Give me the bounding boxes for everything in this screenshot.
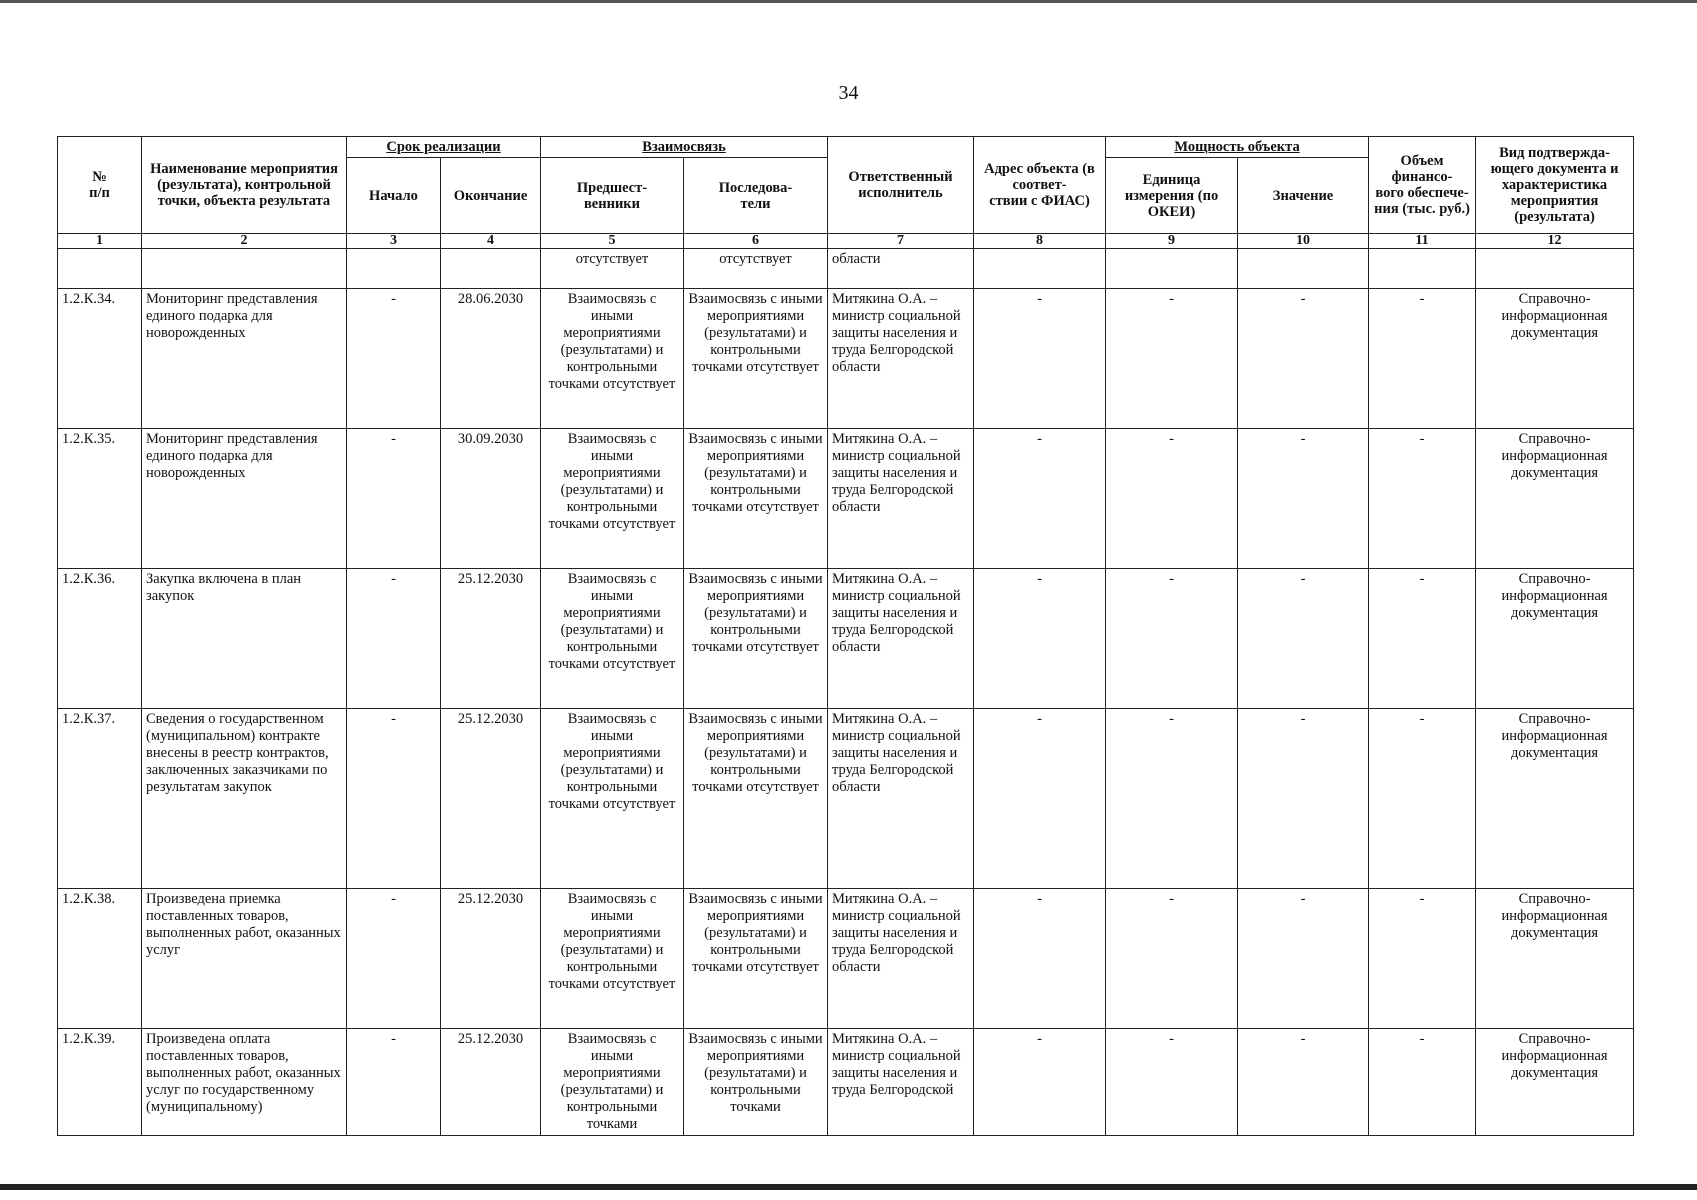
page-number: 34	[838, 82, 859, 104]
row-num: 1.2.К.38.	[58, 889, 142, 1029]
header-link-group: Взаимосвязь	[541, 137, 828, 158]
row-name: Мониторинг представления единого подарка для новорожденных	[142, 429, 347, 569]
header-address: Адрес объекта (в соответ- ствии с ФИАС)	[974, 137, 1106, 234]
header-predecessors: Предшест- венники	[541, 158, 684, 234]
column-number: 5	[541, 234, 684, 249]
row-unit: -	[1106, 1029, 1238, 1136]
row-start: -	[347, 889, 441, 1029]
row-document: Справочно-информационная документация	[1476, 1029, 1634, 1136]
row-predecessors: Взаимосвязь с иными мероприятиями (результатами) и контрольными точками	[541, 1029, 684, 1136]
row-successors: Взаимосвязь с иными мероприятиями (результатами) и контрольными точками отсутствует	[684, 429, 828, 569]
row-financing: -	[1369, 1029, 1476, 1136]
row-address: -	[974, 709, 1106, 889]
column-number: 4	[441, 234, 541, 249]
column-number: 11	[1369, 234, 1476, 249]
row-unit: -	[1106, 889, 1238, 1029]
row-predecessors: Взаимосвязь с иными мероприятиями (результатами) и контрольными точками отсутствует	[541, 889, 684, 1029]
scan-top-edge	[0, 0, 1697, 3]
column-number: 1	[58, 234, 142, 249]
column-number: 7	[828, 234, 974, 249]
row-financing: -	[1369, 709, 1476, 889]
row-value: -	[1238, 569, 1369, 709]
row-num: 1.2.К.34.	[58, 289, 142, 429]
table-row	[58, 1029, 1634, 1136]
header-successors: Последова- тели	[684, 158, 828, 234]
row-responsible: Митякина О.А. – министр социальной защиты населения и труда Белгородской области	[828, 709, 974, 889]
row-predecessors: Взаимосвязь с иными мероприятиями (результатами) и контрольными точками отсутствует	[541, 289, 684, 429]
row-end: 25.12.2030	[441, 569, 541, 709]
row-address: -	[974, 569, 1106, 709]
row-successors: Взаимосвязь с иными мероприятиями (результатами) и контрольными точками отсутствует	[684, 889, 828, 1029]
row-responsible: Митякина О.А. – министр социальной защиты населения и труда Белгородской области	[828, 569, 974, 709]
row-predecessors: Взаимосвязь с иными мероприятиями (результатами) и контрольными точками отсутствует	[541, 709, 684, 889]
row-successors: Взаимосвязь с иными мероприятиями (результатами) и контрольными точками отсутствует	[684, 569, 828, 709]
row-responsible: Митякина О.А. – министр социальной защиты населения и труда Белгородской области	[828, 889, 974, 1029]
table-row	[58, 569, 1634, 709]
row-financing: -	[1369, 429, 1476, 569]
row-address: -	[974, 289, 1106, 429]
row-document: Справочно-информационная документация	[1476, 289, 1634, 429]
row-value: -	[1238, 889, 1369, 1029]
row-responsible: Митякина О.А. – министр социальной защиты населения и труда Белгородской	[828, 1029, 974, 1136]
header-end: Окончание	[441, 158, 541, 234]
row-successors: Взаимосвязь с иными мероприятиями (результатами) и контрольными точками	[684, 1029, 828, 1136]
table-row	[58, 889, 1634, 1029]
row-start: -	[347, 429, 441, 569]
cont-predecessors: отсутствует	[541, 249, 684, 289]
row-document: Справочно-информационная документация	[1476, 429, 1634, 569]
table-row	[58, 709, 1634, 889]
row-unit: -	[1106, 569, 1238, 709]
row-name: Мониторинг представления единого подарка для новорожденных	[142, 289, 347, 429]
row-predecessors: Взаимосвязь с иными мероприятиями (результатами) и контрольными точками отсутствует	[541, 429, 684, 569]
row-predecessors: Взаимосвязь с иными мероприятиями (результатами) и контрольными точками отсутствует	[541, 569, 684, 709]
row-start: -	[347, 569, 441, 709]
header-name: Наименование мероприятия (результата), контрольной точки, объекта результата	[142, 137, 347, 234]
row-num: 1.2.К.36.	[58, 569, 142, 709]
row-end: 28.06.2030	[441, 289, 541, 429]
row-end: 25.12.2030	[441, 709, 541, 889]
row-document: Справочно-информационная документация	[1476, 569, 1634, 709]
header-financing: Объем финансо- вого обеспече- ния (тыс. руб.)	[1369, 137, 1476, 234]
row-num: 1.2.К.37.	[58, 709, 142, 889]
header-num: № п/п	[58, 137, 142, 234]
column-number-row	[58, 234, 1634, 249]
cont-responsible: области	[828, 249, 974, 289]
row-start: -	[347, 709, 441, 889]
column-number: 6	[684, 234, 828, 249]
row-value: -	[1238, 709, 1369, 889]
row-financing: -	[1369, 289, 1476, 429]
header-power-group: Мощность объекта	[1106, 137, 1369, 158]
row-address: -	[974, 1029, 1106, 1136]
row-start: -	[347, 289, 441, 429]
row-financing: -	[1369, 569, 1476, 709]
row-end: 25.12.2030	[441, 1029, 541, 1136]
row-end: 25.12.2030	[441, 889, 541, 1029]
header-responsible: Ответственный исполнитель	[828, 137, 974, 234]
row-responsible: Митякина О.А. – министр социальной защиты населения и труда Белгородской области	[828, 289, 974, 429]
row-unit: -	[1106, 289, 1238, 429]
continuation-row	[58, 249, 1634, 289]
row-successors: Взаимосвязь с иными мероприятиями (результатами) и контрольными точками отсутствует	[684, 289, 828, 429]
row-unit: -	[1106, 429, 1238, 569]
column-number: 9	[1106, 234, 1238, 249]
column-number: 3	[347, 234, 441, 249]
row-name: Произведена приемка поставленных товаров, выполненных работ, оказанных услуг	[142, 889, 347, 1029]
row-num: 1.2.К.39.	[58, 1029, 142, 1136]
row-start: -	[347, 1029, 441, 1136]
column-number: 8	[974, 234, 1106, 249]
row-value: -	[1238, 1029, 1369, 1136]
header-unit: Единица измерения (по ОКЕИ)	[1106, 158, 1238, 234]
row-num: 1.2.К.35.	[58, 429, 142, 569]
row-value: -	[1238, 429, 1369, 569]
table-row	[58, 289, 1634, 429]
scan-bottom-edge	[0, 1184, 1697, 1190]
row-name: Закупка включена в план закупок	[142, 569, 347, 709]
row-name: Сведения о государственном (муниципальном) контракте внесены в реестр контрактов, заключенных заказчиками по результатам закупок	[142, 709, 347, 889]
row-document: Справочно-информационная документация	[1476, 889, 1634, 1029]
header-document: Вид подтвержда- ющего документа и характеристика мероприятия (результата)	[1476, 137, 1634, 234]
row-financing: -	[1369, 889, 1476, 1029]
row-address: -	[974, 429, 1106, 569]
row-unit: -	[1106, 709, 1238, 889]
activities-table	[57, 136, 1634, 1136]
column-number: 2	[142, 234, 347, 249]
row-end: 30.09.2030	[441, 429, 541, 569]
row-address: -	[974, 889, 1106, 1029]
header-start: Начало	[347, 158, 441, 234]
column-number: 12	[1476, 234, 1634, 249]
row-document: Справочно-информационная документация	[1476, 709, 1634, 889]
table-row	[58, 429, 1634, 569]
cont-successors: отсутствует	[684, 249, 828, 289]
row-responsible: Митякина О.А. – министр социальной защиты населения и труда Белгородской области	[828, 429, 974, 569]
row-successors: Взаимосвязь с иными мероприятиями (результатами) и контрольными точками отсутствует	[684, 709, 828, 889]
row-name: Произведена оплата поставленных товаров, выполненных работ, оказанных услуг по государственному (муниципальному)	[142, 1029, 347, 1136]
header-value: Значение	[1238, 158, 1369, 234]
row-value: -	[1238, 289, 1369, 429]
header-term-group: Срок реализации	[347, 137, 541, 158]
column-number: 10	[1238, 234, 1369, 249]
